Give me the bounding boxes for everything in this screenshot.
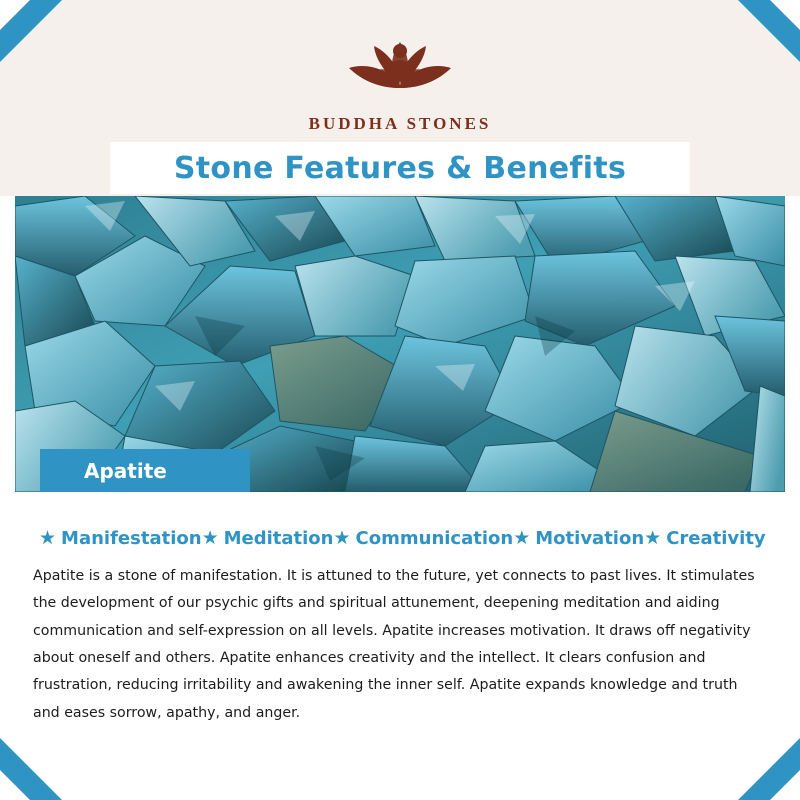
- corner-decoration-bottom-left-inner: [0, 770, 30, 800]
- corner-decoration-top-left-inner: [0, 0, 30, 30]
- lotus-meditation-icon: [0, 18, 800, 110]
- corner-decoration-bottom-right-inner: [770, 770, 800, 800]
- brand-name: BUDDHA STONES: [308, 114, 492, 133]
- keyword-label: Manifestation: [61, 528, 202, 549]
- keyword-label: Communication: [355, 528, 514, 549]
- bottom-white-band: [0, 754, 800, 800]
- corner-decoration-top-right-inner: [770, 0, 800, 30]
- keyword-item-meditation: [202, 528, 334, 549]
- star-icon: ★: [333, 528, 351, 549]
- star-icon: ★: [644, 528, 662, 549]
- star-icon: ★: [201, 528, 219, 549]
- apatite-rough-crystals-photo: [15, 196, 785, 492]
- star-icon: ★: [39, 528, 57, 549]
- content-panel: [15, 506, 785, 754]
- header-band: [0, 0, 800, 196]
- brand-block: [0, 18, 800, 134]
- keyword-item-communication: [334, 528, 514, 549]
- page-title-bar: [110, 142, 690, 194]
- keyword-label: Motivation: [535, 528, 645, 549]
- keyword-item-creativity: [644, 528, 766, 549]
- photo-caption-label: Apatite: [84, 458, 167, 483]
- keyword-list: [39, 528, 765, 549]
- page-title: Stone Features & Benefits: [173, 150, 627, 186]
- keyword-item-motivation: [513, 528, 644, 549]
- keyword-label: Creativity: [666, 528, 766, 549]
- star-icon: ★: [513, 528, 531, 549]
- photo-caption: [40, 449, 250, 492]
- keyword-item-manifestation: [39, 528, 202, 549]
- keyword-label: Meditation: [223, 528, 334, 549]
- description-paragraph: Apatite is a stone of manifestation. It is attuned to the future, yet connects to past lives. It stimulates the development of our psychic gifts and spiritual attunement, deepening meditation and aiding communication and self-expression on all levels. Apatite increases motivation. It draws off negativity about oneself and others. Apatite enhances creativity and the intellect. It clears confusion and frustration, reducing irritability and awakening the inner self. Apatite expands knowledge and truth and eases sorrow, apathy, and anger.: [33, 568, 755, 721]
